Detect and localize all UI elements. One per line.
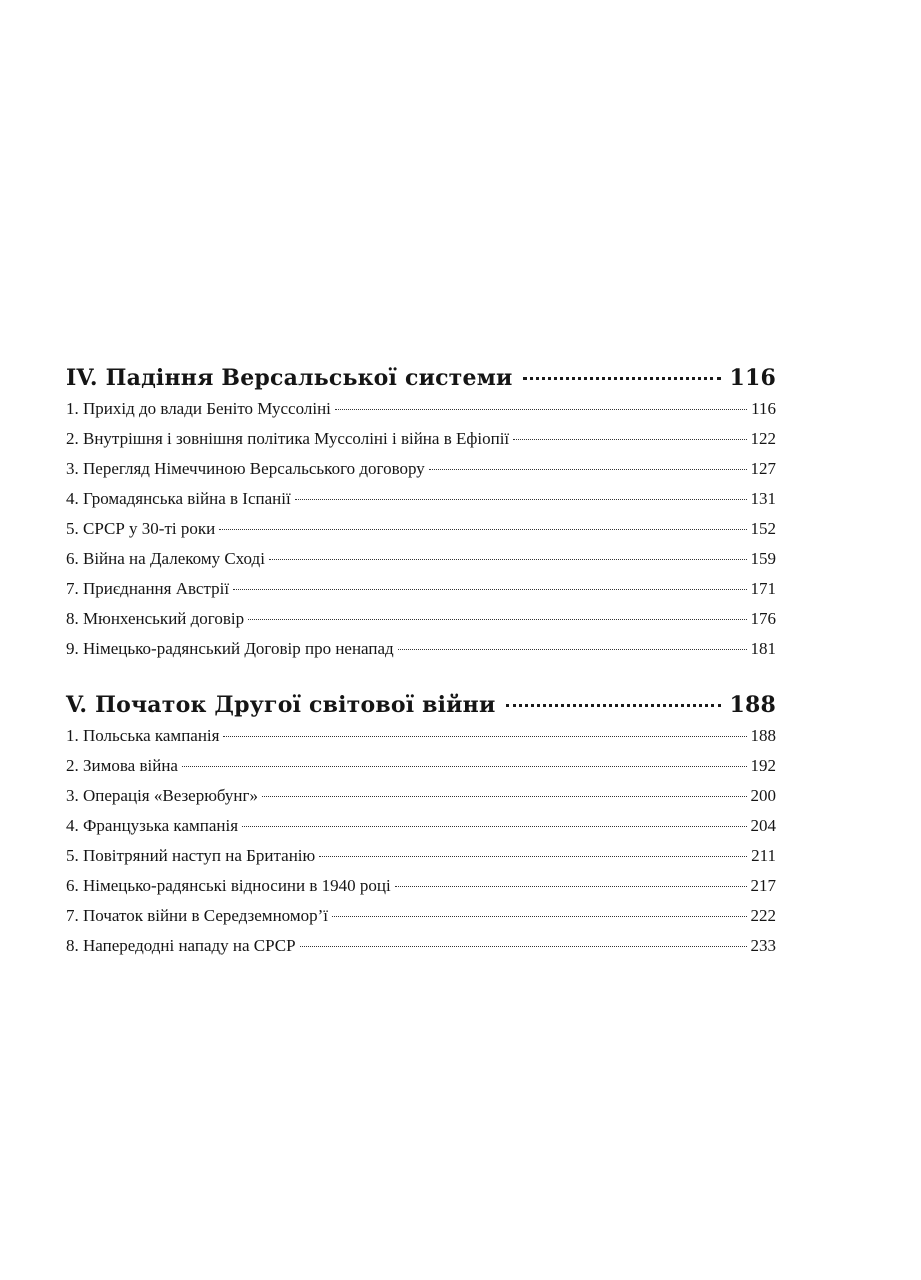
toc-entry <box>66 514 776 544</box>
dot-leader <box>506 704 722 707</box>
dot-leader <box>295 499 747 500</box>
entry-page-number: 131 <box>750 489 776 508</box>
toc-entry <box>66 871 776 901</box>
toc-entry <box>66 811 776 841</box>
entry-page-number: 188 <box>750 726 776 745</box>
toc-entry <box>66 634 776 664</box>
entry-title: 2. Зимова війна <box>66 756 178 775</box>
entry-title: 3. Перегляд Німеччиною Версальського договору <box>66 459 425 478</box>
toc-entry <box>66 781 776 811</box>
dot-leader <box>319 856 747 857</box>
dot-leader <box>269 559 747 560</box>
toc-entry <box>66 604 776 634</box>
dot-leader <box>332 916 747 917</box>
toc-entry <box>66 931 776 961</box>
toc-entry <box>66 544 776 574</box>
entry-page-number: 176 <box>750 609 776 628</box>
dot-leader <box>223 736 746 737</box>
entry-page-number: 159 <box>750 549 776 568</box>
entry-title: 8. Мюнхенський договір <box>66 609 245 628</box>
entry-title: 3. Операція «Везерюбунг» <box>66 786 258 805</box>
entry-title: 7. Приєднання Австрії <box>66 579 230 598</box>
dot-leader <box>300 946 747 947</box>
dot-leader <box>262 796 747 797</box>
part-page-number: 188 <box>729 692 776 718</box>
dot-leader <box>242 826 746 827</box>
entry-page-number: 152 <box>750 519 776 538</box>
dot-leader <box>523 377 722 380</box>
entry-page-number: 217 <box>750 876 776 895</box>
entry-title: 5. СРСР у 30-ті роки <box>66 519 216 538</box>
dot-leader <box>513 439 746 440</box>
toc-part-heading <box>66 362 776 394</box>
toc-entry <box>66 484 776 514</box>
toc-entry <box>66 751 776 781</box>
toc-entry <box>66 721 776 751</box>
entry-page-number: 181 <box>750 639 776 658</box>
dot-leader <box>335 409 747 410</box>
toc-entry <box>66 454 776 484</box>
entry-page-number: 211 <box>751 846 776 865</box>
dot-leader <box>182 766 747 767</box>
toc-entry <box>66 901 776 931</box>
toc-section-part-4 <box>66 362 776 664</box>
entry-page-number: 200 <box>750 786 776 805</box>
entry-page-number: 222 <box>750 906 776 925</box>
entry-title: 2. Внутрішня і зовнішня політика Муссоліні і війна в Ефіопії <box>66 429 510 448</box>
dot-leader <box>429 469 747 470</box>
entry-title: 9. Німецько-радянський Договір про ненапад <box>66 639 394 658</box>
entry-page-number: 122 <box>750 429 776 448</box>
toc-entry <box>66 424 776 454</box>
entry-page-number: 171 <box>750 579 776 598</box>
entry-title: 1. Польська кампанія <box>66 726 220 745</box>
toc-entry <box>66 574 776 604</box>
entry-title: 1. Прихід до влади Беніто Муссоліні <box>66 399 331 418</box>
entry-title: 4. Громадянська війна в Іспанії <box>66 489 291 508</box>
entry-page-number: 192 <box>750 756 776 775</box>
toc-section-part-5 <box>66 689 776 961</box>
toc-entry <box>66 841 776 871</box>
dot-leader <box>233 589 746 590</box>
part-title: IV. Падіння Версальської системи <box>66 365 513 391</box>
entry-page-number: 233 <box>750 936 776 955</box>
toc-part-heading <box>66 689 776 721</box>
entry-page-number: 127 <box>750 459 776 478</box>
entry-page-number: 116 <box>751 399 776 418</box>
entry-title: 6. Війна на Далекому Сході <box>66 549 265 568</box>
entry-title: 7. Початок війни в Середземномор’ї <box>66 906 328 925</box>
entry-title: 6. Німецько-радянські відносини в 1940 році <box>66 876 391 895</box>
entry-title: 8. Напередодні нападу на СРСР <box>66 936 296 955</box>
dot-leader <box>395 886 747 887</box>
dot-leader <box>248 619 746 620</box>
part-page-number: 116 <box>729 365 776 391</box>
dot-leader <box>398 649 747 650</box>
toc-entry <box>66 394 776 424</box>
entry-page-number: 204 <box>750 816 776 835</box>
entry-title: 5. Повітряний наступ на Британію <box>66 846 316 865</box>
dot-leader <box>219 529 746 530</box>
part-title: V. Початок Другої світової війни <box>66 692 496 718</box>
entry-title: 4. Французька кампанія <box>66 816 239 835</box>
